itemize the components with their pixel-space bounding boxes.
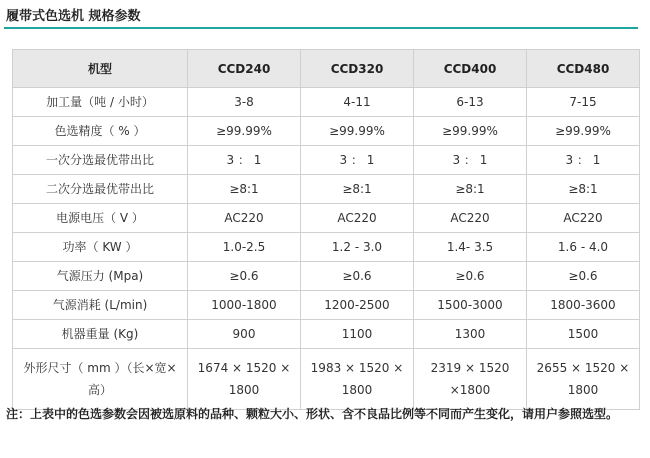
table-cell <box>527 349 640 410</box>
table-cell <box>414 349 527 410</box>
table-row <box>13 117 640 146</box>
table-cell: 4-11 <box>301 88 414 117</box>
table-cell: 3-8 <box>188 88 301 117</box>
table-cell: ≥8:1 <box>188 175 301 204</box>
table-cell: 3 ： 1 <box>188 146 301 175</box>
table-cell: ≥8:1 <box>301 175 414 204</box>
cell-line: 1800 <box>228 383 260 397</box>
page-title: 履带式色选机 规格参数 <box>6 9 141 24</box>
table-row-dimensions <box>13 349 640 410</box>
table-row <box>13 175 640 204</box>
table-cell: AC220 <box>188 204 301 233</box>
table-cell: 1300 <box>414 320 527 349</box>
table-row <box>13 146 640 175</box>
cell-line: 1800 <box>341 383 373 397</box>
row-label: 功率（ KW ） <box>13 233 188 262</box>
table-row <box>13 204 640 233</box>
table-cell: AC220 <box>301 204 414 233</box>
table-cell: 1500-3000 <box>414 291 527 320</box>
table-cell: ≥99.99% <box>188 117 301 146</box>
table-cell: ≥0.6 <box>188 262 301 291</box>
table-cell: AC220 <box>414 204 527 233</box>
footnote: 注：上表中的色选参数会因被选原料的品种、颗粒大小、形状、含不良品比例等不同而产生变化，请用户参照选型。 <box>6 407 619 421</box>
header-cell-ccd480: CCD480 <box>527 50 640 88</box>
table-cell: ≥99.99% <box>301 117 414 146</box>
row-label-line: 高） <box>87 383 112 397</box>
table-cell: ≥8:1 <box>527 175 640 204</box>
table-row <box>13 320 640 349</box>
table-cell: 1100 <box>301 320 414 349</box>
header-cell-ccd320: CCD320 <box>301 50 414 88</box>
table-cell: 3 ： 1 <box>414 146 527 175</box>
table-cell: 1000-1800 <box>188 291 301 320</box>
cell-line: 1674 × 1520 × <box>197 361 291 375</box>
table-cell: 1500 <box>527 320 640 349</box>
cell-line: 1800 <box>567 383 599 397</box>
row-label: 气源压力 (Mpa) <box>13 262 188 291</box>
row-label: 色选精度（ % ） <box>13 117 188 146</box>
table-cell: 1.2 - 3.0 <box>301 233 414 262</box>
row-label: 二次分选最优带出比 <box>13 175 188 204</box>
table-cell: 7-15 <box>527 88 640 117</box>
row-label: 电源电压（ V ） <box>13 204 188 233</box>
header-cell-ccd400: CCD400 <box>414 50 527 88</box>
table-cell: ≥0.6 <box>301 262 414 291</box>
row-label: 气源消耗 (L/min) <box>13 291 188 320</box>
row-label: 一次分选最优带出比 <box>13 146 188 175</box>
cell-line: 2319 × 1520 <box>430 361 510 375</box>
table-cell: 900 <box>188 320 301 349</box>
table-cell: AC220 <box>527 204 640 233</box>
table-cell: 1.6 - 4.0 <box>527 233 640 262</box>
table-cell: ≥8:1 <box>414 175 527 204</box>
cell-line: 1983 × 1520 × <box>310 361 404 375</box>
table-cell: 1.4- 3.5 <box>414 233 527 262</box>
row-label-line: 外形尺寸（ mm ）（长×宽× <box>23 361 177 375</box>
row-label <box>13 349 188 410</box>
table-cell: ≥99.99% <box>527 117 640 146</box>
table-cell: 1.0-2.5 <box>188 233 301 262</box>
table-cell: 1200-2500 <box>301 291 414 320</box>
table-cell <box>188 349 301 410</box>
row-label: 机器重量 (Kg) <box>13 320 188 349</box>
table-cell: 3 ： 1 <box>301 146 414 175</box>
cell-line: 2655 × 1520 × <box>536 361 630 375</box>
table-cell: 3 ： 1 <box>527 146 640 175</box>
table-row <box>13 233 640 262</box>
table-row <box>13 291 640 320</box>
header-cell-ccd240: CCD240 <box>188 50 301 88</box>
table-cell: ≥99.99% <box>414 117 527 146</box>
spec-table <box>12 49 640 410</box>
table-cell <box>301 349 414 410</box>
row-label: 加工量（吨 / 小时） <box>13 88 188 117</box>
table-cell: 1800-3600 <box>527 291 640 320</box>
table-cell: 6-13 <box>414 88 527 117</box>
cell-line: ×1800 <box>449 383 491 397</box>
table-cell: ≥0.6 <box>414 262 527 291</box>
table-cell: ≥0.6 <box>527 262 640 291</box>
table-header-row <box>13 50 640 88</box>
table-row <box>13 88 640 117</box>
title-divider <box>4 27 638 29</box>
table-row <box>13 262 640 291</box>
header-cell-model: 机型 <box>13 50 188 88</box>
